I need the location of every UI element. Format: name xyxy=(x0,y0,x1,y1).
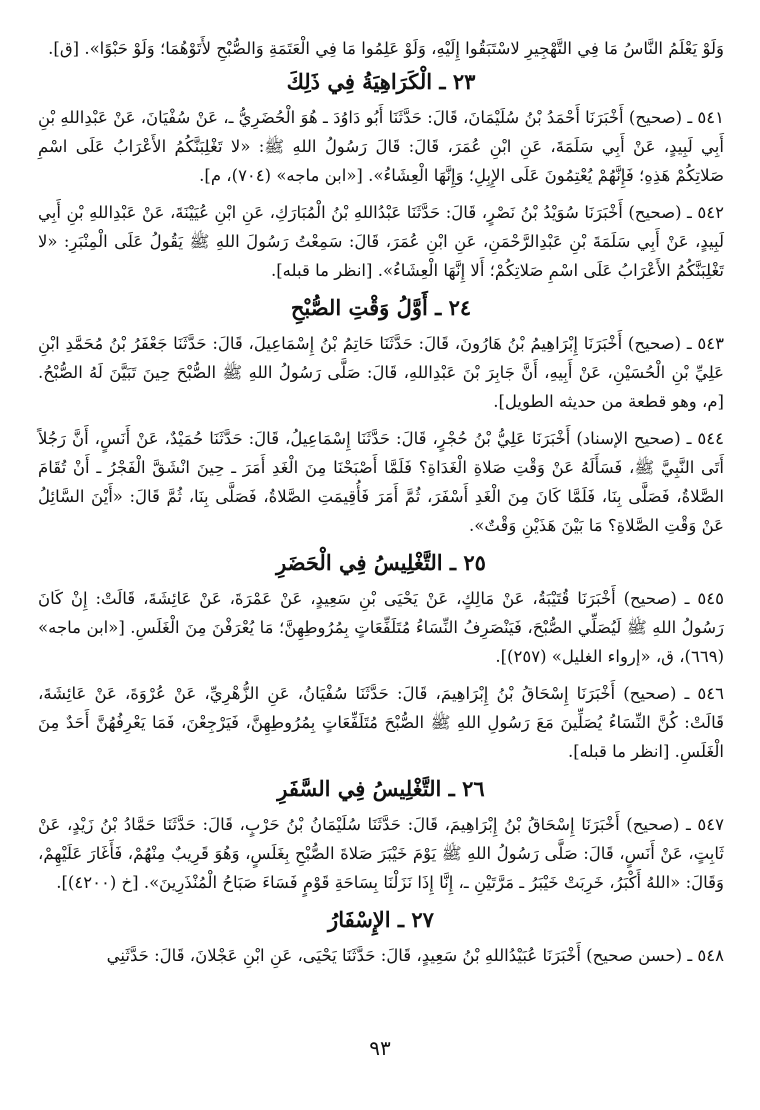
hadith-542: ٥٤٢ ـ (صحيح) أَخْبَرَنَا سُوَيْدُ بْنُ نَصْرٍ، قَالَ: حَدَّثَنَا عَبْدُاللهِ بْنُ الْمُبَارَكِ، عَنِ ابْنِ عُيَيْنَةَ، عَنْ عَبْدِاللهِ بْنِ أَبِي لَبِيدٍ، عَنْ أَبِي سَلَمَةَ بْنِ عَبْدِالرَّحْمَنِ، عَنِ ابْنِ عُمَرَ، قَالَ: سَمِعْتُ رَسُولَ اللهِ ﷺ يَقُولُ عَلَى الْمِنْبَرِ: «لا تَغْلِبَنَّكُمُ الأَعْرَابُ عَلَى اسْمِ صَلاتِكُمْ؛ أَلا إِنَّهَا الْعِشَاءُ». [انظر ما قبله]. xyxy=(38,203,724,280)
hadith-544: ٥٤٤ ـ (صحيح الإسناد) أَخْبَرَنَا عَلِيُّ بْنُ حُجْرٍ، قَالَ: حَدَّثَنَا إِسْمَاعِيلُ، قَالَ: حَدَّثَنَا حُمَيْدٌ، عَنْ أَنَسٍ، أَنَّ رَجُلاً أَتَى النَّبِيَّ ﷺ، فَسَأَلَهُ عَنْ وَقْتِ صَلاةِ الْغَدَاةِ؟ فَلَمَّا أَصْبَحْنَا مِنَ الْغَدِ أَمَرَ ـ حِينَ انْشَقَّ الْفَجْرُ ـ أَنْ تُقَامَ الصَّلاةُ، فَصَلَّى بِنَا، فَلَمَّا كَانَ مِنَ الْغَدِ أَسْفَرَ، ثُمَّ أَمَرَ فَأُقِيمَتِ الصَّلاةُ، فَصَلَّى بِنَا، ثُمَّ قَالَ: «أَيْنَ السَّائِلُ عَنْ وَقْتِ الصَّلاةِ؟ مَا بَيْنَ هَذَيْنِ وَقْتٌ». xyxy=(38,429,724,535)
page-number: ٩٣ xyxy=(369,1036,391,1060)
chapter-heading: ٢٥ ـ التَّغْلِيسُ فِي الْحَضَرِ xyxy=(276,550,486,575)
hadith-547: ٥٤٧ ـ (صحيح) أَخْبَرَنَا إِسْحَاقُ بْنُ إِبْرَاهِيمَ، قَالَ: حَدَّثَنَا سُلَيْمَانُ بْنُ حَرْبٍ، قَالَ: حَدَّثَنَا حَمَّادُ بْنُ زَيْدٍ، عَنْ ثَابِتٍ، عَنْ أَنَسٍ، قَالَ: صَلَّى رَسُولُ اللهِ ﷺ يَوْمَ خَيْبَرَ صَلاةَ الصُّبْحِ بِغَلَسٍ، وَهُوَ قَرِيبٌ مِنْهُمْ، فَأَغَارَ عَلَيْهِمْ، وَقَالَ: «اللهُ أَكْبَرُ، خَرِبَتْ خَيْبَرُ ـ مَرَّتَيْنِ ـ، إِنَّا إِذَا نَزَلْنَا بِسَاحَةِ قَوْمٍ فَسَاءَ صَبَاحُ الْمُنْذَرِينَ». [خ (٤٢٠٠)]. xyxy=(38,815,724,892)
chapter-heading: ٢٤ ـ أَوَّلُ وَقْتِ الصُّبْحِ xyxy=(290,295,472,320)
hadith-548: ٥٤٨ ـ (حسن صحيح) أَخْبَرَنَا عُبَيْدُاللهِ بْنُ سَعِيدٍ، قَالَ: حَدَّثَنَا يَحْيَى، عَنِ ابْنِ عَجْلانَ، قَالَ: حَدَّثَنِي xyxy=(106,946,724,965)
hadith-543: ٥٤٣ ـ (صحيح) أَخْبَرَنَا إِبْرَاهِيمُ بْنُ هَارُونَ، قَالَ: حَدَّثَنَا حَاتِمُ بْنُ إِسْمَاعِيلَ، قَالَ: حَدَّثَنَا جَعْفَرُ بْنُ مُحَمَّدِ ابْنِ عَلِيِّ بْنِ الْحُسَيْنِ، عَنْ أَبِيهِ، أَنَّ جَابِرَ بْنَ عَبْدِاللهِ، قَالَ: صَلَّى رَسُولُ اللهِ ﷺ الصُّبْحَ حِينَ تَبَيَّنَ لَهُ الصُّبْحُ. [م، وهو قطعة من حديثه الطويل]. xyxy=(38,334,724,411)
hadith-546: ٥٤٦ ـ (صحيح) أَخْبَرَنَا إِسْحَاقُ بْنُ إِبْرَاهِيمَ، قَالَ: حَدَّثَنَا سُفْيَانُ، عَنِ الزُّهْرِيِّ، عَنْ عُرْوَةَ، عَنْ عَائِشَةَ، قَالَتْ: كُنَّ النِّسَاءُ يُصَلِّينَ مَعَ رَسُولِ اللهِ ﷺ الصُّبْحَ مُتَلَفِّعَاتٍ بِمُرُوطِهِنَّ، فَيَرْجِعْنَ، فَمَا يَعْرِفُهُنَّ أَحَدٌ مِنَ الْغَلَسِ. [انظر ما قبله]. xyxy=(38,684,724,761)
continuation-text: وَلَوْ يَعْلَمُ النَّاسُ مَا فِي التَّهْجِيرِ لاسْتَبَقُوا إِلَيْهِ، وَلَوْ عَلِمُوا مَا فِي الْعَتَمَةِ وَالصُّبْحِ لأَتَوْهُمَا؛ وَلَوْ حَبْوًا». [ق]. xyxy=(48,39,724,58)
hadith-545: ٥٤٥ ـ (صحيح) أَخْبَرَنَا قُتَيْبَةُ، عَنْ مَالِكٍ، عَنْ يَحْيَى بْنِ سَعِيدٍ، عَنْ عَمْرَةَ، عَنْ عَائِشَةَ، قَالَتْ: إِنْ كَانَ رَسُولُ اللهِ ﷺ لَيُصَلِّي الصُّبْحَ، فَيَنْصَرِفُ النِّسَاءُ مُتَلَفِّعَاتٍ بِمُرُوطِهِنَّ؛ مَا يُعْرَفْنَ مِنَ الْغَلَسِ. [«ابن ماجه» (٦٦٩)، ق، «إرواء الغليل» (٢٥٧)]. xyxy=(38,589,724,666)
section-27 xyxy=(38,905,724,970)
chapter-heading: ٢٧ ـ الإِسْفَارُ xyxy=(328,907,434,932)
chapter-heading: ٢٣ ـ الْكَرَاهِيَةُ فِي ذَلِكَ xyxy=(286,69,476,94)
section-26 xyxy=(38,774,724,897)
section-23 xyxy=(38,67,724,285)
section-25 xyxy=(38,548,724,766)
section-24 xyxy=(38,293,724,540)
hadith-541: ٥٤١ ـ (صحيح) أَخْبَرَنَا أَحْمَدُ بْنُ سُلَيْمَانَ، قَالَ: حَدَّثَنَا أَبُو دَاوُدَ ـ هُوَ الْحُضَرِيُّ ـ، عَنْ سُفْيَانَ، عَنْ عَبْدِاللهِ بْنِ أَبِي لَبِيدٍ، عَنْ أَبِي سَلَمَةَ، عَنِ ابْنِ عُمَرَ، قَالَ: قَالَ رَسُولُ اللهِ ﷺ: «لا تَغْلِبَنَّكُمُ الأَعْرَابُ عَلَى اسْمِ صَلاتِكُمْ هَذِهِ؛ فَإِنَّهُمْ يُعْتِمُونَ عَلَى الإِبِلِ؛ وَإِنَّهَا الْعِشَاءُ». [«ابن ماجه» (٧٠٤)، م]. xyxy=(38,108,724,185)
chapter-heading: ٢٦ ـ التَّغْلِيسُ فِي السَّفَرِ xyxy=(277,776,485,801)
